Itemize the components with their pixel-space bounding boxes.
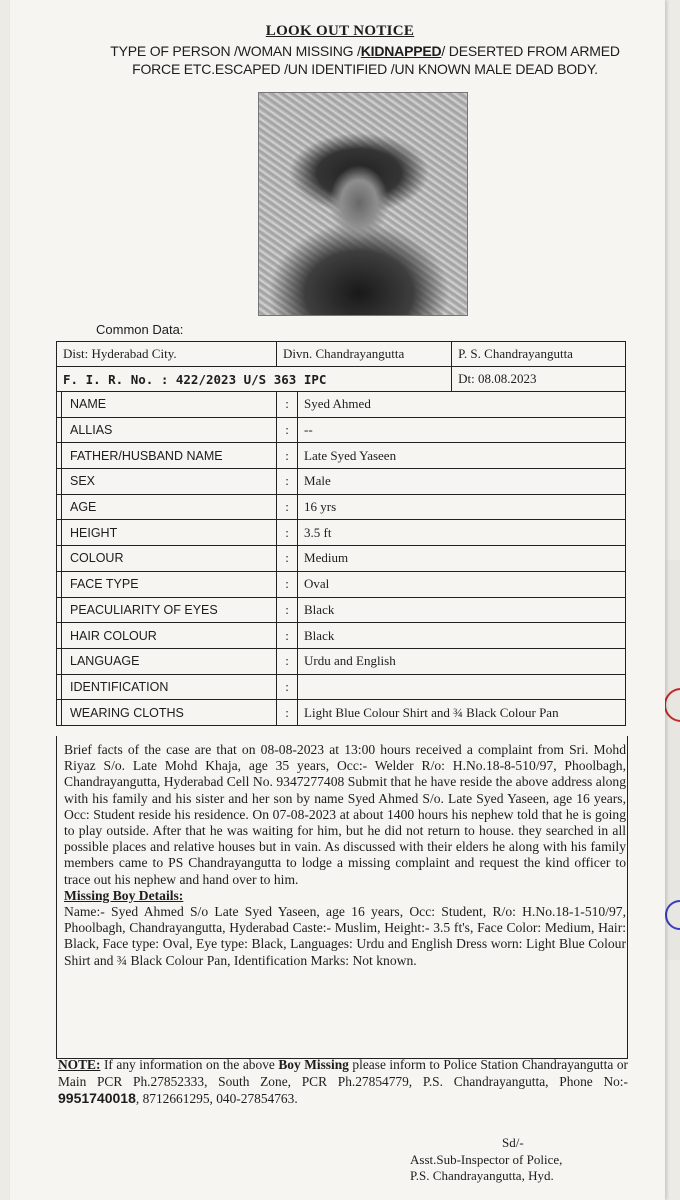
detail-value: 3.5 ft: [298, 520, 626, 546]
detail-colon: :: [277, 546, 298, 572]
signature-designation: Asst.Sub-Inspector of Police,: [410, 1151, 563, 1167]
missing-details-text: Name:- Syed Ahmed S/o Late Syed Yaseen, age 16 years, Occ: Student, R/o: H.No.18-1-510/97, Phoolbagh, Chandrayangutta, Hyderabad Caste:- Muslim, Height:- 3.5 ft's, Face Color: Medium, Hair: Black, Face type: Oval, Eye type: Black, Languages: Urdu and English Dress worn: Light Blue Colour Shirt and ¾ Black Colour Pan, Identification Marks: Not known.: [64, 904, 626, 968]
detail-value: Black: [298, 597, 626, 623]
detail-value: [298, 674, 626, 700]
contact-note: [58, 1057, 628, 1108]
detail-row: [57, 520, 626, 546]
detail-colon: :: [277, 494, 298, 520]
fir-date-cell: Dt: 08.08.2023: [452, 367, 626, 392]
note-label: NOTE:: [58, 1057, 101, 1072]
detail-row: [57, 623, 626, 649]
detail-value: Urdu and English: [298, 648, 626, 674]
detail-label: LANGUAGE: [62, 648, 277, 674]
detail-value: Light Blue Colour Shirt and ¾ Black Colour Pan: [298, 700, 626, 726]
detail-value: Black: [298, 623, 626, 649]
signature-station: P.S. Chandrayangutta, Hyd.: [410, 1168, 554, 1183]
division-cell: Divn. Chandrayangutta: [277, 342, 452, 367]
note-text: If any information on the above: [100, 1057, 279, 1072]
detail-label: FACE TYPE: [62, 571, 277, 597]
detail-colon: :: [277, 443, 298, 469]
detail-value: Medium: [298, 546, 626, 572]
detail-value: --: [298, 417, 626, 443]
detail-colon: :: [277, 520, 298, 546]
detail-colon: :: [277, 392, 298, 418]
fir-number-cell: F. I. R. No. : 422/2023 U/S 363 IPC: [57, 367, 452, 392]
signature-block: [410, 1135, 630, 1185]
detail-label: HEIGHT: [62, 520, 277, 546]
detail-label: ALLIAS: [62, 417, 277, 443]
type-suffix: / DESERTED FROM ARMED FORCE ETC.ESCAPED /UN IDENTIFIED /UN KNOWN MALE DEAD BODY.: [132, 43, 620, 77]
detail-label: FATHER/HUSBAND NAME: [62, 443, 277, 469]
detail-value: Male: [298, 469, 626, 495]
detail-row: [57, 571, 626, 597]
detail-row: [57, 674, 626, 700]
missing-details-heading: Missing Boy Details:: [64, 887, 184, 903]
detail-value: Late Syed Yaseen: [298, 443, 626, 469]
details-table: [56, 341, 626, 726]
detail-colon: :: [277, 469, 298, 495]
detail-label: WEARING CLOTHS: [62, 700, 277, 726]
note-text-phones: , 8712661295, 040-27854763.: [135, 1091, 298, 1106]
case-facts: [64, 742, 626, 969]
jurisdiction-row: [57, 342, 626, 367]
detail-rows: [57, 392, 626, 726]
police-station-cell: P. S. Chandrayangutta: [452, 342, 626, 367]
detail-row: [57, 700, 626, 726]
fir-row: [57, 367, 626, 392]
detail-row: [57, 392, 626, 418]
detail-label: AGE: [62, 494, 277, 520]
note-boy-missing: Boy Missing: [278, 1057, 349, 1072]
detail-label: SEX: [62, 469, 277, 495]
phone-primary: 9951740018: [58, 1090, 136, 1106]
detail-row: [57, 597, 626, 623]
detail-row: [57, 417, 626, 443]
detail-label: COLOUR: [62, 546, 277, 572]
district-cell: Dist: Hyderabad City.: [57, 342, 277, 367]
detail-value: Syed Ahmed: [298, 392, 626, 418]
brief-facts-text: Brief facts of the case are that on 08-08-2023 at 13:00 hours received a complaint from Sri. Mohd Riyaz S/o. Late Mohd Khaja, age 35 years, Occ:- Welder R/o: H.No.18-8-510/97, Phoolbagh, Chandrayangutta, Hyderabad Cell No. 9347277408 Submit that he have reside the above address along with his family and his sister and her son by name Syed Ahmed S/o. Late Syed Yaseen, age 16 years, Occ: Student reside his residence. On 07-08-2023 at about 1400 hours his nephew told that he is going to play outside. After that he was waiting for him, but he did not return to house. they searched in all possible places and relative houses but in vain. As discussed with their elders he along with his family members came to PS Chandrayangutta to lodge a missing complaint and request the kind officer to trace out his nephew and hand over to him.: [64, 742, 626, 887]
detail-label: IDENTIFICATION: [62, 674, 277, 700]
detail-label: NAME: [62, 392, 277, 418]
detail-row: [57, 546, 626, 572]
detail-row: [57, 469, 626, 495]
detail-colon: :: [277, 597, 298, 623]
detail-row: [57, 443, 626, 469]
detail-colon: :: [277, 417, 298, 443]
detail-colon: :: [277, 571, 298, 597]
type-prefix: TYPE OF PERSON /WOMAN MISSING /: [110, 43, 361, 59]
detail-row: [57, 648, 626, 674]
signature-sd: Sd/-: [502, 1135, 524, 1150]
detail-colon: :: [277, 674, 298, 700]
detail-label: HAIR COLOUR: [62, 623, 277, 649]
detail-value: 16 yrs: [298, 494, 626, 520]
note-text-contacts: please inform to Police Station Chandrayangutta or Main PCR Ph.27852333, South Zone, PCR Ph.27854779, P.S. Chandrayangutta, Phone No:-: [58, 1057, 628, 1089]
detail-colon: :: [277, 648, 298, 674]
missing-person-photo: [258, 92, 468, 316]
detail-colon: :: [277, 700, 298, 726]
person-type-line: [95, 42, 635, 78]
type-highlight: KIDNAPPED: [360, 43, 442, 59]
detail-label: PEACULIARITY OF EYES: [62, 597, 277, 623]
detail-value: Oval: [298, 571, 626, 597]
detail-colon: :: [277, 623, 298, 649]
common-data-label: Common Data:: [96, 322, 184, 337]
detail-row: [57, 494, 626, 520]
notice-title: LOOK OUT NOTICE: [265, 23, 415, 39]
